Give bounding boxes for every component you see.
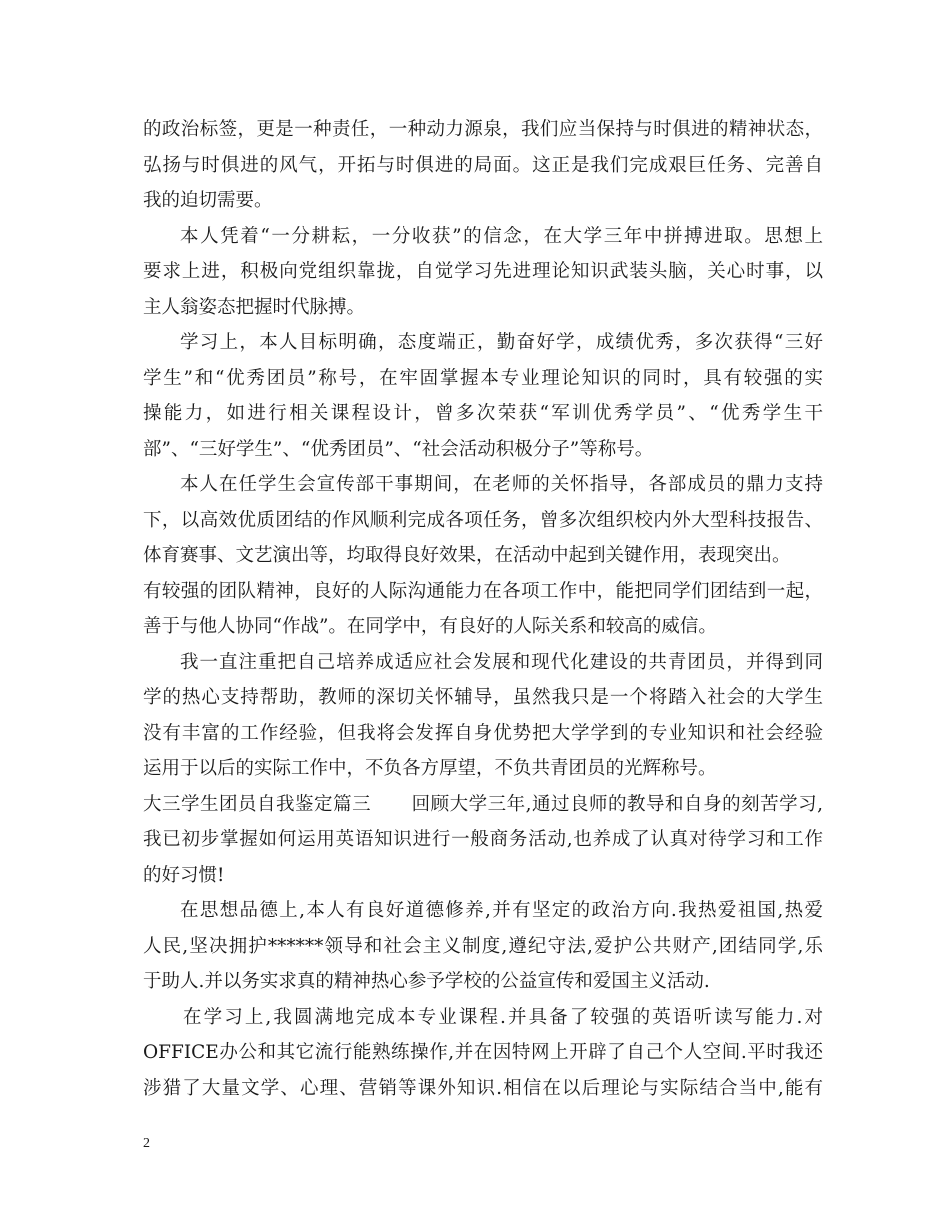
document-body bbox=[143, 112, 823, 1106]
text-line: 我一直注重把自己培养成适应社会发展和现代化建设的共青团员，并得到同 bbox=[180, 651, 823, 673]
text-line: 有较强的团队精神，良好的人际沟通能力在各项工作中，能把同学们团结到一起， bbox=[143, 580, 823, 602]
text-line: 要求上进，积极向党组织靠拢，自觉学习先进理论知识武装头脑，关心时事，以 bbox=[143, 261, 823, 282]
text-line: 在思想品德上,本人有良好道德修养,并有坚定的政治方向.我热爱祖国,热爱 bbox=[180, 900, 823, 921]
text-line: 学的热心支持帮助，教师的深切关怀辅导，虽然我只是一个将踏入社会的大学生 bbox=[143, 687, 823, 708]
text-line: OFFICE办公和其它流行能熟练操作,并在因特网上开辟了自己个人空间.平时我还 bbox=[143, 1042, 823, 1063]
text-line: 人民,坚决拥护******领导和社会主义制度,遵纪守法,爱护公共财产,团结同学,乐 bbox=[143, 935, 823, 957]
text-line: 主人翁姿态把握时代脉搏。 bbox=[143, 296, 366, 318]
section-heading: 大三学生团员自我鉴定篇三 bbox=[143, 793, 372, 815]
text-line: 没有丰富的工作经验，但我将会发挥自身优势把大学学到的专业知识和社会经验 bbox=[143, 722, 823, 744]
text-line: 我的迫切需要。 bbox=[143, 190, 273, 211]
text-line: 下，以高效优质团结的作风顺利完成各项任务，曾多次组织校内外大型科技报告、 bbox=[143, 509, 823, 531]
text-line: 操能力，如进行相关课程设计，曾多次荣获“军训优秀学员”、“优秀学生干 bbox=[143, 403, 823, 424]
text-line: 学生”和“优秀团员”称号，在牢固掌握本专业理论知识的同时，具有较强的实 bbox=[143, 367, 823, 389]
text-line: 体育赛事、文艺演出等，均取得良好效果，在活动中起到关键作用，表现突出。 bbox=[143, 545, 791, 566]
text-line: 在学习上,我圆满地完成本专业课程.并具备了较强的英语听读写能力.对 bbox=[183, 1006, 823, 1028]
text-line: 学习上，本人目标明确，态度端正，勤奋好学，成绩优秀，多次获得“三好 bbox=[180, 332, 823, 353]
text-line: 运用于以后的实际工作中，不负各方厚望，不负共青团员的光辉称号。 bbox=[143, 758, 717, 779]
text-line: 的政治标签，更是一种责任，一种动力源泉，我们应当保持与时俱进的精神状态， bbox=[143, 119, 823, 140]
text-line: 于助人.并以务实求真的精神热心参予学校的公益宣传和爱国主义活动. bbox=[143, 971, 710, 992]
page-number: 2 bbox=[143, 1136, 150, 1151]
text-line: 本人凭着“一分耕耘，一分收获”的信念，在大学三年中拼搏进取。思想上 bbox=[180, 225, 823, 247]
text-line: 弘扬与时俱进的风气，开拓与时俱进的局面。这正是我们完成艰巨任务、完善自 bbox=[143, 154, 823, 176]
text-line bbox=[143, 787, 823, 823]
text-line: 本人在任学生会宣传部干事期间，在老师的关怀指导，各部成员的鼎力支持 bbox=[180, 474, 823, 495]
text-line: 善于与他人协同“作战”。在同学中，有良好的人际关系和较高的威信。 bbox=[143, 616, 717, 637]
text-line: 我已初步掌握如何运用英语知识进行一般商务活动,也养成了认真对待学习和工作 bbox=[143, 829, 823, 850]
text-span: 回顾大学三年,通过良师的教导和自身的刻苦学习, bbox=[411, 793, 823, 815]
text-line: 的好习惯! bbox=[143, 864, 225, 886]
text-line: 部”、“三好学生”、“优秀团员”、“社会活动积极分子”等称号。 bbox=[143, 438, 654, 460]
text-line: 涉猎了大量文学、心理、营销等课外知识.相信在以后理论与实际结合当中,能有 bbox=[143, 1077, 823, 1099]
